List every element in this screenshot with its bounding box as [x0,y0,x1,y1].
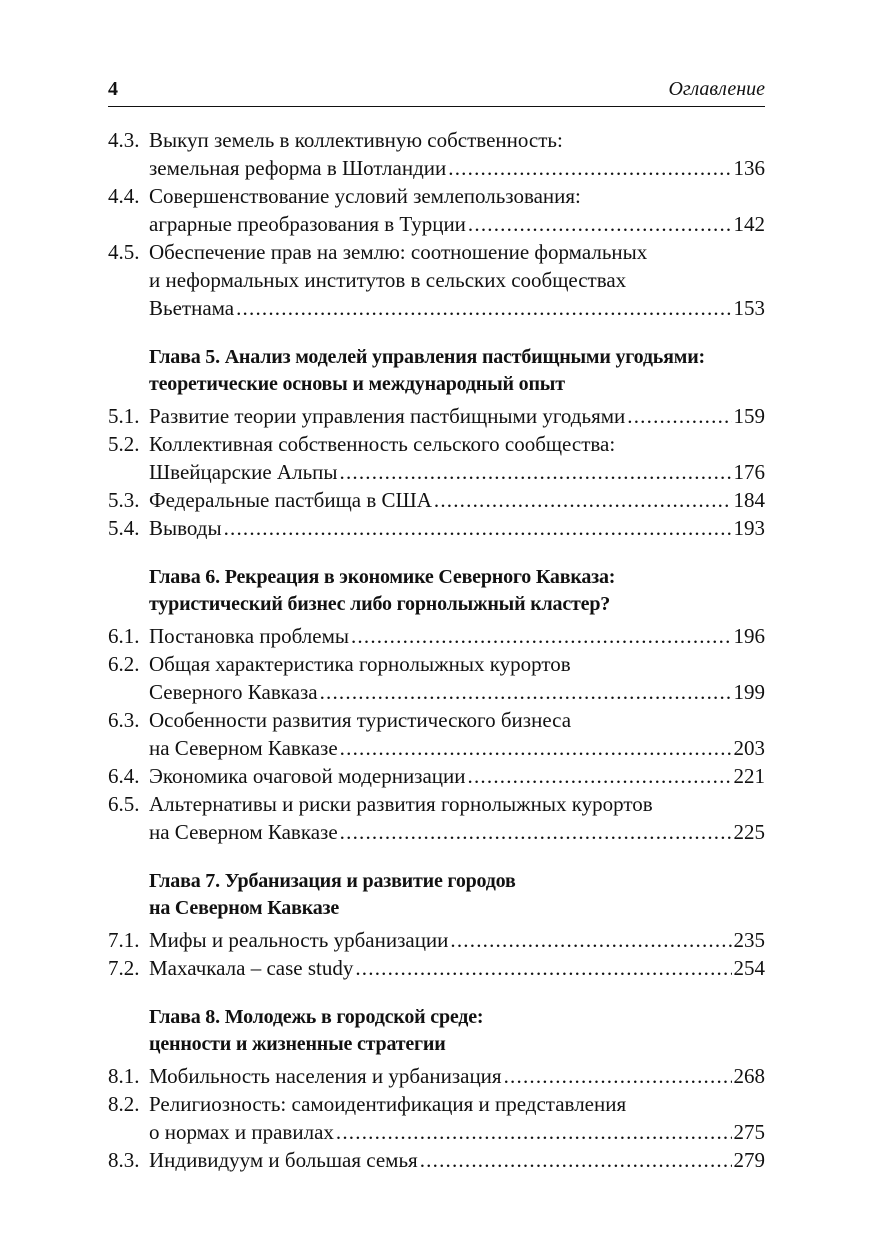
entry-title: Индивидуум и большая семья [149,1148,418,1172]
entry-page: 184 [733,488,765,512]
entry-title: Совершенствование условий землепользования: [149,184,581,208]
table-of-contents [108,126,765,1174]
document-page [108,0,765,1240]
entry-page: 176 [733,460,765,484]
dot-leader [340,734,732,762]
entry-page: 193 [733,516,765,540]
toc-entry[interactable] [108,706,765,762]
page-number: 4 [108,78,118,100]
entry-page: 221 [733,764,765,788]
toc-entry[interactable] [108,790,765,846]
toc-entry[interactable] [108,182,765,238]
entry-page: 203 [733,736,765,760]
dot-leader [236,294,731,322]
entry-number: 5.2. [108,432,140,456]
entry-number: 4.5. [108,240,140,264]
toc-entry[interactable] [108,762,765,790]
running-title: Оглавление [668,78,765,100]
dot-leader [468,762,732,790]
chapter-heading[interactable] [108,564,765,618]
dot-leader [420,1146,732,1174]
dot-leader [340,818,732,846]
chapter-title-line: Глава 7. Урбанизация и развитие городов [149,870,516,892]
entry-title: Вьетнама [149,296,235,320]
entry-page: 159 [733,404,765,428]
entry-title: Швейцарские Альпы [149,460,338,484]
entry-title: Выкуп земель в коллективную собственность: [149,128,563,152]
chapter-title-line: Глава 5. Анализ моделей управления пастбищными угодьями: [149,346,706,368]
entry-page: 225 [733,820,765,844]
chapter-title-line: туристический бизнес либо горнолыжный кластер? [149,593,611,615]
entry-title: Северного Кавказа [149,680,318,704]
toc-entry[interactable] [108,1146,765,1174]
entry-page: 196 [733,624,765,648]
entry-page: 268 [733,1064,765,1088]
toc-entry[interactable] [108,1090,765,1146]
entry-title: земельная реформа в Шотландии [149,156,447,180]
toc-entry[interactable] [108,954,765,982]
entry-title: Мобильность населения и урбанизация [149,1064,502,1088]
entry-number: 7.1. [108,928,140,952]
entry-page: 142 [733,212,765,236]
entry-number: 6.2. [108,652,140,676]
entry-number: 8.1. [108,1064,140,1088]
entry-title: Особенности развития туристического бизнеса [149,708,572,732]
chapter-heading[interactable] [108,1004,765,1058]
entry-page: 199 [733,680,765,704]
entry-title: Мифы и реальность урбанизации [149,928,449,952]
dot-leader [351,622,732,650]
entry-title: Махачкала – case study [149,956,354,980]
dot-leader [434,486,732,514]
entry-number: 5.1. [108,404,140,428]
entry-page: 136 [733,156,765,180]
entry-number: 7.2. [108,956,140,980]
entry-page: 153 [733,296,765,320]
entry-number: 8.3. [108,1148,140,1172]
dot-leader [355,954,731,982]
chapter-heading[interactable] [108,868,765,922]
entry-page: 254 [733,956,765,980]
dot-leader [468,210,732,238]
chapter-heading[interactable] [108,344,765,398]
entry-number: 6.1. [108,624,140,648]
entry-title: Альтернативы и риски развития горнолыжных курортов [149,792,653,816]
entry-title: Религиозность: самоидентификация и представления [149,1092,627,1116]
dot-leader [336,1118,732,1146]
entry-number: 6.3. [108,708,140,732]
entry-page: 279 [733,1148,765,1172]
dot-leader [340,458,732,486]
entry-title: на Северном Кавказе [149,736,338,760]
dot-leader [450,926,731,954]
entry-title: Выводы [149,516,222,540]
toc-entry[interactable] [108,486,765,514]
entry-title: аграрные преобразования в Турции [149,212,466,236]
entry-number: 5.3. [108,488,140,512]
entry-title: Экономика очаговой модернизации [149,764,466,788]
page-header [108,76,765,107]
toc-entry[interactable] [108,238,765,322]
chapter-title-line: теоретические основы и международный опыт [149,373,565,395]
entry-title: на Северном Кавказе [149,820,338,844]
toc-entry[interactable] [108,514,765,542]
chapter-title-line: Глава 8. Молодежь в городской среде: [149,1006,484,1028]
toc-entry[interactable] [108,126,765,182]
entry-page: 275 [733,1120,765,1144]
chapter-title-line: ценности и жизненные стратегии [149,1033,446,1055]
entry-title: Общая характеристика горнолыжных курортов [149,652,571,676]
toc-entry[interactable] [108,402,765,430]
entry-title: Обеспечение прав на землю: соотношение формальных [149,240,648,264]
entry-title: Коллективная собственность сельского сообщества: [149,432,616,456]
toc-entry[interactable] [108,1062,765,1090]
entry-title: Постановка проблемы [149,624,349,648]
entry-number: 5.4. [108,516,140,540]
toc-entry[interactable] [108,430,765,486]
entry-title: Федеральные пастбища в США [149,488,432,512]
dot-leader [627,402,731,430]
toc-entry[interactable] [108,650,765,706]
dot-leader [504,1062,732,1090]
dot-leader [448,154,731,182]
dot-leader [224,514,732,542]
entry-title: и неформальных институтов в сельских сообществах [149,268,627,292]
dot-leader [320,678,732,706]
toc-entry[interactable] [108,926,765,954]
entry-number: 4.4. [108,184,140,208]
chapter-title-line: на Северном Кавказе [149,897,340,919]
entry-number: 8.2. [108,1092,140,1116]
entry-number: 6.5. [108,792,140,816]
toc-entry[interactable] [108,622,765,650]
entry-page: 235 [733,928,765,952]
entry-number: 6.4. [108,764,140,788]
entry-number: 4.3. [108,128,140,152]
chapter-title-line: Глава 6. Рекреация в экономике Северного Кавказа: [149,566,616,588]
entry-title: о нормах и правилах [149,1120,334,1144]
entry-title: Развитие теории управления пастбищными угодьями [149,404,626,428]
